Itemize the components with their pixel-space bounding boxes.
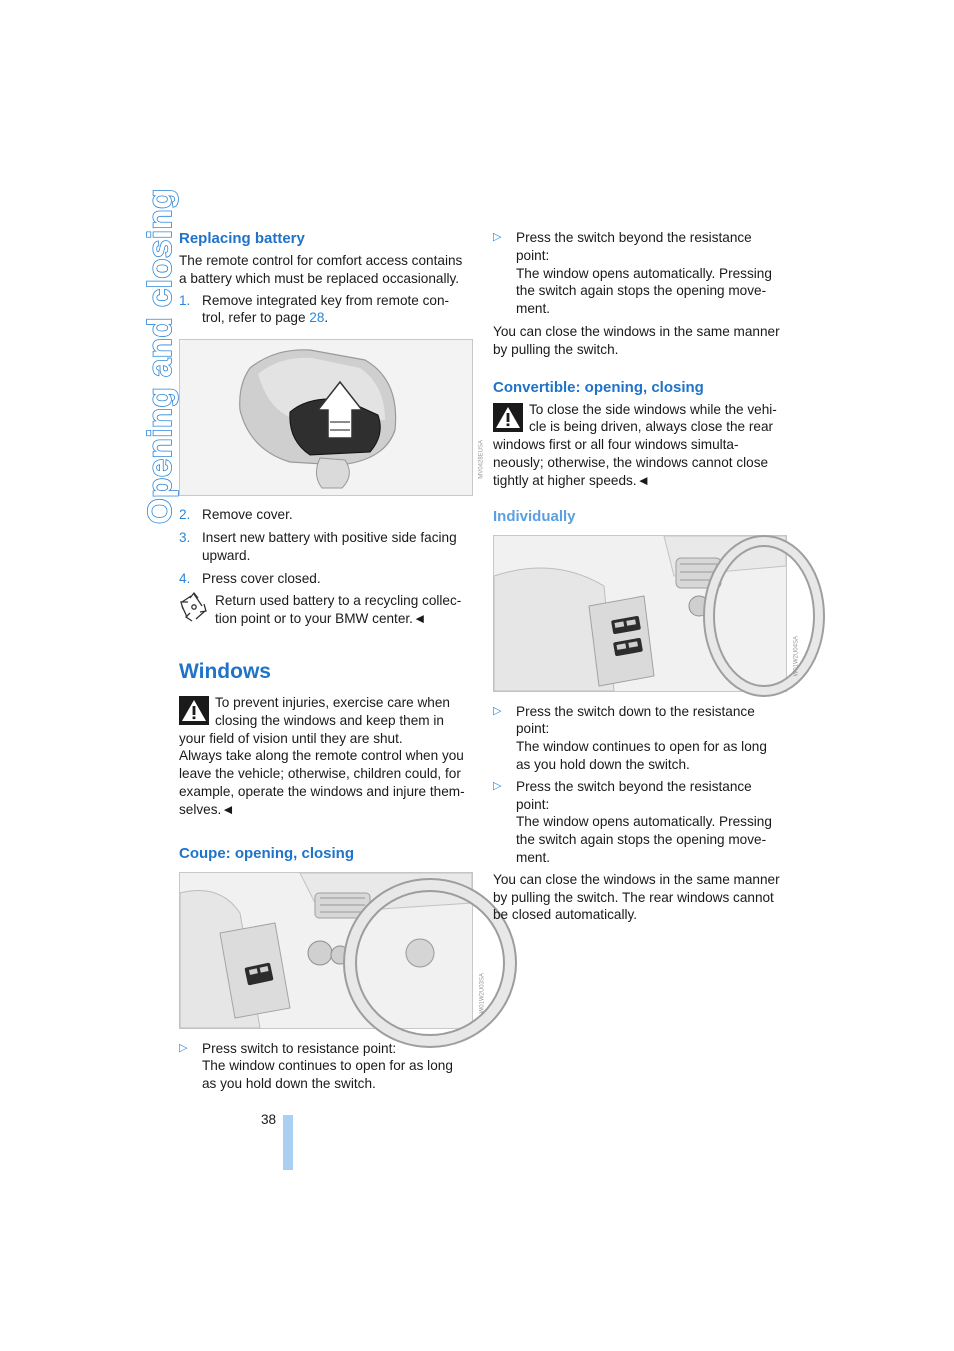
chapter-side-title-text: Opening and closing — [141, 188, 178, 524]
coupe-bullet-2 — [493, 229, 785, 318]
warning-text-2: Always take along the remote control when you leave the vehicle; otherwise, children could, for example, operate the windows and injure them-selves.◄ — [179, 748, 465, 817]
coupe-bullet-1 — [179, 1040, 471, 1093]
warning-text: To prevent injuries, exercise care when closing the windows and keep them in your field of vision until they are shut. — [179, 694, 450, 746]
bullet-title: Press the switch beyond the resistance point: — [516, 230, 752, 263]
convertible-bullet-1 — [493, 703, 785, 774]
windows-heading: Windows — [179, 659, 271, 683]
warning-text: To close the side windows while the vehi-cle is being driven, always close the rear windows first or all four windows simulta-neously; otherwise, the windows cannot close tightly at higher speeds.◄ — [493, 401, 777, 488]
step-number: 1. — [179, 292, 191, 308]
right-column — [493, 229, 799, 924]
page-marker-bar — [283, 1115, 293, 1170]
bullet-title: Press the switch down to the resistance point: — [516, 703, 755, 737]
step-text-end: . — [324, 310, 329, 326]
coupe-heading: Coupe: opening, closing — [179, 844, 354, 862]
bullet-text: The window opens automatically. Pressing the switch again stops the opening move-ment. — [516, 265, 772, 317]
step-text: Remove integrated key from remote con-trol, refer to page — [202, 292, 450, 326]
triangle-right-icon: ▷ — [493, 779, 502, 792]
step-text: Press cover closed. — [202, 570, 321, 586]
convertible-switch-figure — [493, 535, 799, 692]
step-number: 2. — [179, 507, 191, 523]
figure-code: W01W2U03SA — [479, 972, 485, 1013]
battery-step-4 — [179, 570, 471, 588]
battery-step-1 — [179, 292, 471, 328]
replacing-battery-heading: Replacing battery — [179, 230, 305, 247]
warning-triangle-icon — [493, 403, 523, 432]
door-switch-illustration — [494, 536, 786, 691]
triangle-right-icon: ▷ — [493, 231, 502, 243]
figure-code: W01W2U04SA — [793, 635, 799, 676]
convertible-bullet-2 — [493, 778, 785, 867]
chapter-side-title — [115, 188, 178, 528]
coupe-switch-figure — [179, 872, 485, 1029]
convertible-warning — [493, 401, 785, 490]
remote-key-illustration — [180, 340, 472, 495]
recycle-icon — [179, 592, 209, 622]
bullet-title: Press the switch beyond the resistance point: — [516, 778, 752, 812]
bullet-title: Press switch to resistance point: — [202, 1040, 397, 1056]
step-number: 4. — [179, 570, 191, 586]
page-link[interactable]: 28 — [309, 310, 325, 326]
recycle-note — [179, 592, 471, 628]
bullet-text: The window continues to open for as long as you hold down the switch. — [202, 1058, 453, 1092]
replacing-battery-intro: The remote control for comfort access contains a battery which must be replaced occasionally. — [179, 253, 463, 286]
page-number: 38 — [261, 1112, 277, 1127]
individually-heading: Individually — [493, 507, 576, 525]
step-number: 3. — [179, 529, 191, 545]
battery-step-3 — [179, 529, 471, 565]
battery-step-2 — [179, 506, 471, 524]
left-column — [179, 229, 485, 1093]
convertible-heading: Convertible: opening, closing — [493, 378, 704, 396]
triangle-right-icon: ▷ — [493, 704, 502, 717]
step-text: Remove cover. — [202, 507, 293, 523]
remote-battery-figure — [179, 339, 485, 496]
triangle-right-icon: ▷ — [179, 1041, 188, 1054]
bullet-text: The window opens automatically. Pressing the switch again stops the opening move-ment. — [516, 814, 772, 865]
step-text: Insert new battery with positive side facing upward. — [202, 529, 457, 563]
windows-warning — [179, 694, 471, 819]
figure-code: MV0428EUSA — [479, 440, 485, 479]
door-switch-illustration — [180, 873, 472, 1028]
close-note: You can close the windows in the same manner by pulling the switch. — [493, 323, 780, 357]
bullet-text: The window continues to open for as long as you hold down the switch. — [516, 739, 767, 772]
warning-triangle-icon — [179, 696, 209, 725]
final-note: You can close the windows in the same manner by pulling the switch. The rear windows cannot be closed automatically. — [493, 871, 780, 923]
recycle-text: Return used battery to a recycling collec-tion point or to your BMW center.◄ — [215, 593, 462, 627]
